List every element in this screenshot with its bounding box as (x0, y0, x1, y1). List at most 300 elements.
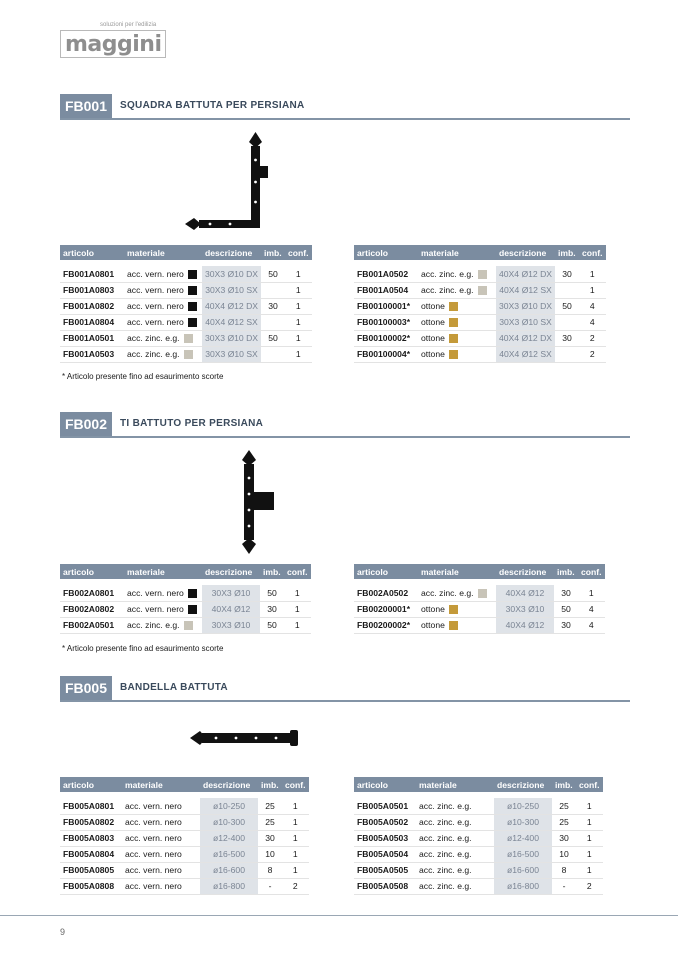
cell-conf-text: 1 (292, 817, 298, 827)
table-row (60, 266, 312, 282)
cell-descrizione-text: ø16-800 (506, 881, 539, 891)
cell-conf (282, 798, 309, 814)
cell-descrizione (496, 601, 554, 617)
cell-descrizione (202, 617, 260, 633)
col-imb: imb. (552, 777, 576, 792)
cell-articolo-text: FB001A0501 (63, 333, 115, 343)
cell-articolo (60, 830, 122, 846)
cell-materiale-text: acc. vern. nero (125, 817, 182, 827)
col-descrizione: descrizione (496, 564, 554, 579)
cell-conf-text: 2 (589, 333, 595, 343)
col-materiale: materiale (124, 245, 202, 260)
cell-articolo-text: FB00200001* (357, 604, 411, 614)
table-row (60, 617, 311, 633)
col-materiale: materiale (122, 777, 200, 792)
finish-swatch (478, 270, 487, 279)
finish-swatch (478, 589, 487, 598)
cell-conf (282, 862, 309, 878)
finish-swatch (449, 605, 458, 614)
cell-materiale (124, 298, 202, 314)
cell-descrizione (202, 314, 261, 330)
cell-imb (552, 830, 576, 846)
cell-materiale (418, 617, 496, 633)
cell-descrizione (200, 862, 258, 878)
cell-materiale (416, 798, 494, 814)
col-articolo: articolo (60, 564, 124, 579)
footnote: * Articolo presente fino ad esaurimento scorte (62, 644, 224, 653)
cell-descrizione (494, 862, 552, 878)
section-code: FB001 (60, 94, 112, 118)
cell-descrizione (494, 814, 552, 830)
cell-conf-text: 2 (589, 349, 595, 359)
col-articolo: articolo (354, 777, 416, 792)
cell-conf (282, 814, 309, 830)
cell-imb (554, 617, 578, 633)
table-row (60, 282, 312, 298)
cell-materiale-text: acc. vern. nero (127, 300, 184, 311)
finish-swatch (188, 286, 197, 295)
cell-materiale-text: ottone (421, 603, 445, 614)
cell-descrizione (496, 346, 555, 362)
cell-articolo (60, 298, 124, 314)
cell-materiale (418, 585, 496, 601)
cell-descrizione (202, 346, 261, 362)
table-row (354, 282, 606, 298)
cell-materiale (122, 878, 200, 894)
cell-conf (576, 830, 603, 846)
cell-articolo (60, 346, 124, 362)
cell-materiale-text: acc. zinc. e.g. (127, 348, 180, 359)
cell-imb-text: 8 (267, 865, 273, 875)
cell-imb-text: 25 (559, 800, 569, 811)
section-header-fb002 (60, 412, 630, 438)
cell-articolo-text: FB001A0802 (63, 301, 115, 311)
finish-swatch (449, 621, 458, 630)
cell-articolo (354, 585, 418, 601)
fb002-table-left (60, 564, 311, 634)
cell-articolo (354, 346, 418, 362)
table-row (60, 878, 309, 894)
cell-descrizione-text: 30X3 Ø10 DX (499, 301, 553, 311)
cell-articolo (354, 846, 416, 862)
cell-articolo-text: FB005A0801 (63, 800, 115, 811)
cell-conf-text: 1 (586, 817, 592, 827)
cell-materiale-text: acc. vern. nero (125, 865, 182, 875)
brand-name: maggini (65, 32, 162, 57)
cell-materiale (124, 314, 202, 330)
cell-imb (258, 846, 282, 862)
cell-conf (579, 330, 606, 346)
cell-imb-text: 8 (561, 865, 567, 875)
section-code: FB005 (60, 676, 112, 700)
cell-descrizione (496, 282, 555, 298)
cell-conf (578, 617, 605, 633)
cell-materiale (124, 601, 202, 617)
cell-imb (261, 346, 285, 362)
cell-materiale (124, 282, 202, 298)
cell-conf-text: 1 (586, 849, 592, 859)
col-descrizione: descrizione (496, 245, 555, 260)
cell-conf-text: 1 (586, 833, 592, 843)
cell-materiale (122, 814, 200, 830)
tee-hinge-illustration (238, 450, 278, 554)
cell-materiale-text: ottone (421, 348, 445, 359)
cell-descrizione-text: ø10-300 (506, 817, 539, 827)
cell-descrizione-text: ø10-250 (506, 800, 539, 811)
cell-articolo (354, 266, 418, 282)
cell-materiale (418, 282, 496, 298)
cell-descrizione-text: ø10-250 (212, 800, 245, 811)
cell-imb (555, 266, 579, 282)
cell-imb (555, 314, 579, 330)
cell-articolo-text: FB005A0501 (357, 800, 409, 811)
cell-descrizione-text: 40X4 Ø12 (211, 604, 251, 614)
cell-descrizione (202, 282, 261, 298)
finish-swatch (449, 350, 458, 359)
cell-articolo (60, 314, 124, 330)
cell-articolo-text: FB00100001* (357, 301, 411, 311)
cell-descrizione (200, 846, 258, 862)
cell-materiale-text: acc. zinc. e.g. (419, 881, 472, 891)
cell-imb-text: 10 (559, 849, 569, 859)
cell-descrizione (202, 330, 261, 346)
cell-materiale-text: acc. zinc. e.g. (127, 619, 180, 630)
cell-conf-text: 1 (292, 800, 298, 811)
cell-conf (282, 830, 309, 846)
cell-imb-text: 50 (562, 301, 572, 311)
cell-imb (260, 617, 284, 633)
cell-imb-text: 10 (265, 849, 275, 859)
cell-articolo-text: FB005A0502 (357, 817, 409, 827)
cell-conf-text: 1 (295, 349, 301, 359)
cell-conf-text: 1 (292, 833, 298, 843)
cell-descrizione-text: 30X3 Ø10 DX (205, 333, 259, 343)
cell-articolo-text: FB005A0804 (63, 849, 115, 859)
table-header-row (60, 564, 311, 579)
table-row (60, 830, 309, 846)
cell-imb (555, 330, 579, 346)
col-conf: conf. (282, 777, 309, 792)
cell-materiale-text: acc. zinc. e.g. (421, 284, 474, 295)
cell-materiale (122, 830, 200, 846)
finish-swatch (449, 334, 458, 343)
cell-descrizione-text: 30X3 Ø10 DX (205, 268, 259, 279)
table-row (354, 830, 603, 846)
cell-materiale-text: acc. vern. nero (127, 268, 184, 279)
cell-articolo-text: FB002A0502 (357, 587, 409, 598)
cell-descrizione-text: ø12-400 (506, 833, 539, 843)
table-header-row (354, 245, 606, 260)
cell-articolo-text: FB002A0802 (63, 604, 115, 614)
cell-descrizione-text: 40X4 Ø12 SX (499, 285, 552, 295)
col-materiale: materiale (418, 564, 496, 579)
strap-hinge-illustration (190, 728, 300, 748)
cell-conf (282, 846, 309, 862)
cell-materiale (416, 846, 494, 862)
finish-swatch (188, 302, 197, 311)
cell-conf-text: 4 (589, 301, 595, 311)
finish-swatch (184, 350, 193, 359)
cell-materiale-text: ottone (421, 300, 445, 311)
finish-swatch (188, 270, 197, 279)
col-imb: imb. (554, 564, 578, 579)
cell-articolo (354, 798, 416, 814)
table-row (60, 846, 309, 862)
cell-conf-text: 1 (292, 865, 298, 875)
table-row (354, 601, 605, 617)
cell-articolo-text: FB005A0808 (63, 881, 115, 891)
cell-articolo-text: FB001A0504 (357, 285, 409, 295)
cell-descrizione-text: ø16-500 (506, 849, 539, 859)
finish-swatch (449, 318, 458, 327)
cell-imb-text: - (562, 881, 566, 891)
cell-articolo-text: FB001A0804 (63, 317, 115, 327)
cell-conf-text: 1 (295, 301, 301, 311)
cell-imb (261, 266, 285, 282)
cell-materiale-text: acc. zinc. e.g. (419, 849, 472, 859)
logo-frame (60, 30, 166, 58)
cell-conf-text: 4 (588, 604, 594, 614)
table-row (354, 798, 603, 814)
table-row (60, 798, 309, 814)
cell-materiale-text: acc. zinc. e.g. (419, 833, 472, 843)
cell-materiale (124, 617, 202, 633)
cell-articolo (60, 585, 124, 601)
cell-materiale-text: acc. zinc. e.g. (421, 268, 474, 279)
cell-conf-text: 1 (295, 285, 301, 295)
cell-conf-text: 1 (294, 620, 300, 630)
cell-conf-text: 2 (292, 881, 298, 891)
footnote: * Articolo presente fino ad esaurimento scorte (62, 372, 224, 381)
cell-conf (578, 585, 605, 601)
cell-conf (578, 601, 605, 617)
cell-descrizione-text: 30X3 Ø10 (211, 587, 251, 598)
col-articolo: articolo (60, 245, 124, 260)
brand-tagline: soluzioni per l'edilizia (100, 22, 157, 28)
cell-descrizione-text: 30X3 Ø10 SX (499, 317, 552, 327)
cell-descrizione (200, 878, 258, 894)
fb005-table-left (60, 777, 309, 895)
cell-articolo (354, 830, 416, 846)
finish-swatch (188, 589, 197, 598)
cell-imb (258, 814, 282, 830)
cell-imb-text: 50 (267, 587, 277, 598)
cell-materiale-text: ottone (421, 619, 445, 630)
col-descrizione: descrizione (202, 245, 261, 260)
cell-imb (552, 846, 576, 862)
table-row (60, 814, 309, 830)
col-articolo: articolo (60, 777, 122, 792)
cell-descrizione-text: 40X4 Ø12 SX (205, 317, 258, 327)
table-row (354, 846, 603, 862)
cell-descrizione (202, 585, 260, 601)
cell-conf (579, 346, 606, 362)
cell-conf-text: 4 (588, 620, 594, 630)
cell-articolo (60, 617, 124, 633)
cell-materiale (416, 814, 494, 830)
col-materiale: materiale (418, 245, 496, 260)
finish-swatch (478, 286, 487, 295)
cell-materiale (418, 298, 496, 314)
cell-conf-text: 1 (295, 268, 301, 279)
cell-conf-text: 1 (295, 317, 301, 327)
cell-descrizione-text: 30X3 Ø10 SX (205, 349, 258, 359)
col-materiale: materiale (124, 564, 202, 579)
cell-conf-text: 1 (294, 604, 300, 614)
cell-materiale (416, 862, 494, 878)
cell-imb (554, 601, 578, 617)
cell-conf (579, 282, 606, 298)
cell-imb (552, 814, 576, 830)
cell-articolo-text: FB005A0503 (357, 833, 409, 843)
cell-descrizione (494, 846, 552, 862)
table-row (354, 314, 606, 330)
cell-conf-text: 1 (586, 865, 592, 875)
cell-articolo (354, 601, 418, 617)
table-header-row (354, 564, 605, 579)
cell-articolo (60, 330, 124, 346)
table-row (354, 330, 606, 346)
cell-imb-text: 30 (265, 833, 275, 843)
cell-imb (258, 878, 282, 894)
cell-conf (285, 314, 312, 330)
cell-articolo (354, 862, 416, 878)
cell-materiale (122, 862, 200, 878)
cell-articolo (60, 862, 122, 878)
cell-articolo-text: FB001A0503 (63, 349, 115, 359)
cell-materiale (124, 585, 202, 601)
cell-imb-text: 25 (265, 800, 275, 811)
cell-descrizione-text: 40X4 Ø12 SX (499, 349, 552, 359)
cell-conf (285, 330, 312, 346)
cell-descrizione (496, 266, 555, 282)
cell-descrizione (200, 830, 258, 846)
cell-imb-text: 30 (267, 604, 277, 614)
cell-descrizione-text: 30X3 Ø10 (505, 604, 545, 614)
cell-materiale-text: acc. zinc. e.g. (419, 817, 472, 827)
table-row (354, 585, 605, 601)
cell-imb-text: 30 (562, 268, 572, 279)
cell-descrizione (494, 878, 552, 894)
cell-materiale-text: acc. vern. nero (127, 284, 184, 295)
section-title: BANDELLA BATTUTA (120, 682, 228, 693)
cell-descrizione-text: 40X4 Ø12 (505, 620, 545, 630)
col-articolo: articolo (354, 245, 418, 260)
cell-materiale-text: acc. vern. nero (125, 800, 182, 811)
cell-articolo-text: FB005A0802 (63, 817, 115, 827)
cell-articolo-text: FB002A0501 (63, 620, 115, 630)
table-row (60, 585, 311, 601)
cell-materiale-text: acc. vern. nero (125, 849, 182, 859)
cell-conf-text: 1 (294, 587, 300, 598)
cell-materiale (416, 878, 494, 894)
cell-materiale-text: acc. vern. nero (127, 587, 184, 598)
fb001-table-left (60, 245, 312, 363)
cell-imb (552, 798, 576, 814)
cell-descrizione (496, 585, 554, 601)
cell-imb (555, 346, 579, 362)
cell-descrizione-text: ø16-600 (212, 865, 245, 875)
cell-articolo (60, 814, 122, 830)
table-header-row (354, 777, 603, 792)
finish-swatch (184, 334, 193, 343)
col-imb: imb. (260, 564, 284, 579)
cell-imb (555, 282, 579, 298)
cell-imb-text: 30 (268, 301, 278, 311)
cell-conf-text: 1 (295, 333, 301, 343)
cell-imb (552, 862, 576, 878)
col-materiale: materiale (416, 777, 494, 792)
finish-swatch (184, 621, 193, 630)
finish-swatch (449, 302, 458, 311)
finish-swatch (188, 605, 197, 614)
cell-articolo-text: FB00200002* (357, 620, 411, 630)
cell-conf (576, 846, 603, 862)
cell-conf-text: 1 (589, 285, 595, 295)
col-conf: conf. (578, 564, 605, 579)
page-number: 9 (60, 927, 66, 937)
cell-imb (258, 830, 282, 846)
cell-conf-text: 1 (588, 587, 594, 598)
fb005-table-right (354, 777, 603, 895)
cell-materiale-text: acc. vern. nero (125, 833, 182, 843)
cell-materiale (418, 314, 496, 330)
table-row (60, 298, 312, 314)
cell-imb-text: 50 (561, 604, 571, 614)
cell-conf (284, 585, 311, 601)
cell-conf (285, 346, 312, 362)
cell-conf-text: 4 (589, 317, 595, 327)
cell-descrizione (202, 298, 261, 314)
col-descrizione: descrizione (202, 564, 260, 579)
cell-conf-text: 1 (586, 800, 592, 811)
cell-conf (284, 617, 311, 633)
cell-conf (285, 298, 312, 314)
cell-articolo (60, 282, 124, 298)
cell-materiale-text: acc. zinc. e.g. (419, 865, 472, 875)
cell-descrizione-text: ø12-400 (212, 833, 245, 843)
cell-articolo-text: FB005A0805 (63, 865, 115, 875)
col-imb: imb. (258, 777, 282, 792)
table-row (354, 814, 603, 830)
cell-imb-text: 25 (265, 817, 275, 827)
cell-imb-text: 30 (561, 587, 571, 598)
cell-imb-text: 50 (268, 333, 278, 343)
cell-articolo-text: FB00100004* (357, 349, 411, 359)
col-imb: imb. (261, 245, 285, 260)
brand-logo (60, 22, 168, 60)
cell-conf (576, 798, 603, 814)
cell-articolo (60, 601, 124, 617)
col-conf: conf. (284, 564, 311, 579)
cell-conf-text: 2 (586, 881, 592, 891)
fb001-table-right (354, 245, 606, 363)
cell-conf (579, 266, 606, 282)
table-row (60, 862, 309, 878)
cell-conf (282, 878, 309, 894)
cell-descrizione (496, 314, 555, 330)
table-row (354, 862, 603, 878)
section-title: TI BATTUTO PER PERSIANA (120, 418, 264, 429)
cell-articolo (60, 798, 122, 814)
cell-imb (261, 330, 285, 346)
cell-materiale (418, 330, 496, 346)
cell-conf-text: 1 (589, 268, 595, 279)
cell-imb (260, 585, 284, 601)
table-row (60, 601, 311, 617)
cell-descrizione-text: 40X4 Ø12 (505, 587, 545, 598)
cell-imb (555, 298, 579, 314)
